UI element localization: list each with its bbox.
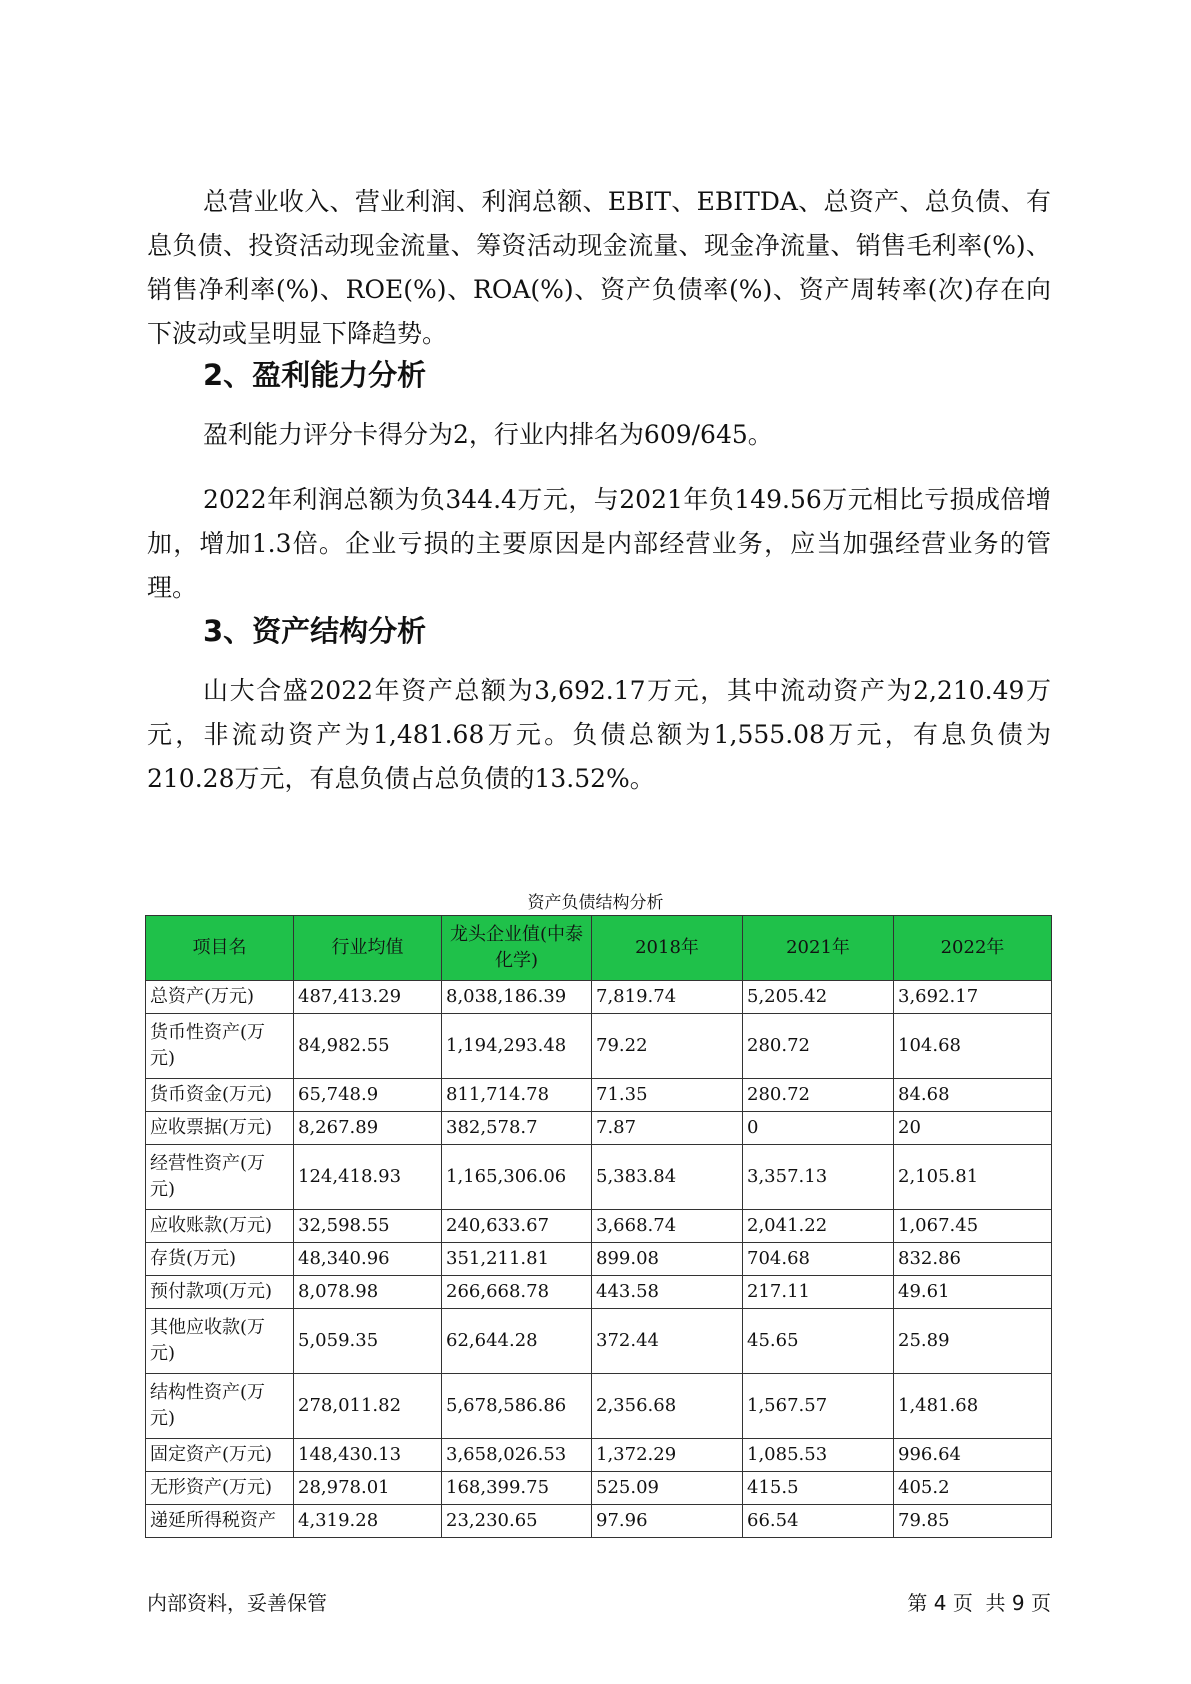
heading-profitability: 2、盈利能力分析	[203, 358, 427, 392]
row-label: 货币性资产(万元)	[146, 1014, 294, 1079]
header-2018: 2018年	[592, 916, 743, 981]
heading-asset-structure: 3、资产结构分析	[203, 614, 427, 648]
row-label: 固定资产(万元)	[146, 1439, 294, 1472]
cell-leader-value: 1,194,293.48	[442, 1014, 592, 1079]
cell-industry-avg: 148,430.13	[294, 1439, 442, 1472]
cell-2018: 899.08	[592, 1243, 743, 1276]
cell-2021: 280.72	[743, 1014, 894, 1079]
table-row	[146, 1014, 1052, 1079]
header-item-name: 项目名	[146, 916, 294, 981]
profit-score-paragraph: 盈利能力评分卡得分为2，行业内排名为609/645。	[203, 420, 773, 449]
table-header-row	[146, 916, 1052, 981]
cell-2021: 45.65	[743, 1309, 894, 1374]
table-row	[146, 1374, 1052, 1439]
cell-2022: 84.68	[894, 1079, 1052, 1112]
cell-industry-avg: 28,978.01	[294, 1472, 442, 1505]
cell-2021: 3,357.13	[743, 1145, 894, 1210]
row-label: 无形资产(万元)	[146, 1472, 294, 1505]
cell-2022: 832.86	[894, 1243, 1052, 1276]
cell-leader-value: 811,714.78	[442, 1079, 592, 1112]
cell-2022: 25.89	[894, 1309, 1052, 1374]
cell-leader-value: 5,678,586.86	[442, 1374, 592, 1439]
intro-paragraph: 总营业收入、营业利润、利润总额、EBIT、EBITDA、总资产、总负债、有息负债、投资活动现金流量、筹资活动现金流量、现金净流量、销售毛利率(%)、销售净利率(%)、ROE(%)、ROA(%)、资产负债率(%)、资产周转率(次)存在向下波动或呈明显下降趋势。	[147, 187, 1051, 348]
cell-leader-value: 382,578.7	[442, 1112, 592, 1145]
cell-2022: 3,692.17	[894, 981, 1052, 1014]
asset-detail-paragraph: 山大合盛2022年资产总额为3,692.17万元，其中流动资产为2,210.49万元，非流动资产为1,481.68万元。负债总额为1,555.08万元，有息负债为210.28万元，有息负债占总负债的13.52%。	[147, 676, 1051, 793]
row-label: 结构性资产(万元)	[146, 1374, 294, 1439]
cell-industry-avg: 5,059.35	[294, 1309, 442, 1374]
cell-industry-avg: 32,598.55	[294, 1210, 442, 1243]
cell-2018: 1,372.29	[592, 1439, 743, 1472]
profit-detail-paragraph: 2022年利润总额为负344.4万元，与2021年负149.56万元相比亏损成倍增加，增加1.3倍。企业亏损的主要原因是内部经营业务，应当加强经营业务的管理。	[147, 485, 1051, 602]
cell-industry-avg: 8,267.89	[294, 1112, 442, 1145]
cell-2021: 66.54	[743, 1505, 894, 1538]
cell-2022: 20	[894, 1112, 1052, 1145]
cell-2021: 704.68	[743, 1243, 894, 1276]
cell-2022: 996.64	[894, 1439, 1052, 1472]
footer-page-number: 第 4 页 共 9 页	[907, 1591, 1051, 1615]
cell-2022: 1,481.68	[894, 1374, 1052, 1439]
header-2022: 2022年	[894, 916, 1052, 981]
header-leader-value: 龙头企业值(中泰化学)	[442, 916, 592, 981]
cell-industry-avg: 48,340.96	[294, 1243, 442, 1276]
row-label: 其他应收款(万元)	[146, 1309, 294, 1374]
row-label: 递延所得税资产	[146, 1505, 294, 1538]
table-row	[146, 1112, 1052, 1145]
table-row	[146, 1472, 1052, 1505]
cell-industry-avg: 84,982.55	[294, 1014, 442, 1079]
cell-leader-value: 266,668.78	[442, 1276, 592, 1309]
row-label: 存货(万元)	[146, 1243, 294, 1276]
cell-2022: 1,067.45	[894, 1210, 1052, 1243]
cell-2018: 2,356.68	[592, 1374, 743, 1439]
cell-industry-avg: 487,413.29	[294, 981, 442, 1014]
cell-2018: 7,819.74	[592, 981, 743, 1014]
cell-2022: 49.61	[894, 1276, 1052, 1309]
cell-2021: 280.72	[743, 1079, 894, 1112]
cell-2018: 71.35	[592, 1079, 743, 1112]
row-label: 预付款项(万元)	[146, 1276, 294, 1309]
cell-leader-value: 62,644.28	[442, 1309, 592, 1374]
cell-leader-value: 3,658,026.53	[442, 1439, 592, 1472]
cell-2018: 5,383.84	[592, 1145, 743, 1210]
table-row	[146, 1079, 1052, 1112]
cell-2021: 1,085.53	[743, 1439, 894, 1472]
table-row	[146, 1276, 1052, 1309]
footer-confidential-note: 内部资料，妥善保管	[147, 1591, 327, 1615]
cell-2018: 372.44	[592, 1309, 743, 1374]
row-label: 货币资金(万元)	[146, 1079, 294, 1112]
cell-2018: 525.09	[592, 1472, 743, 1505]
cell-industry-avg: 124,418.93	[294, 1145, 442, 1210]
cell-2021: 415.5	[743, 1472, 894, 1505]
table-row	[146, 1505, 1052, 1538]
cell-industry-avg: 4,319.28	[294, 1505, 442, 1538]
cell-2018: 79.22	[592, 1014, 743, 1079]
cell-2021: 217.11	[743, 1276, 894, 1309]
cell-industry-avg: 278,011.82	[294, 1374, 442, 1439]
table-row	[146, 1210, 1052, 1243]
cell-2018: 3,668.74	[592, 1210, 743, 1243]
cell-2021: 2,041.22	[743, 1210, 894, 1243]
cell-leader-value: 23,230.65	[442, 1505, 592, 1538]
cell-leader-value: 1,165,306.06	[442, 1145, 592, 1210]
cell-leader-value: 351,211.81	[442, 1243, 592, 1276]
asset-liability-table	[145, 915, 1052, 1538]
cell-2021: 0	[743, 1112, 894, 1145]
header-industry-avg: 行业均值	[294, 916, 442, 981]
row-label: 经营性资产(万元)	[146, 1145, 294, 1210]
cell-2022: 2,105.81	[894, 1145, 1052, 1210]
cell-leader-value: 8,038,186.39	[442, 981, 592, 1014]
row-label: 应收账款(万元)	[146, 1210, 294, 1243]
table-row	[146, 981, 1052, 1014]
table-row	[146, 1243, 1052, 1276]
cell-leader-value: 240,633.67	[442, 1210, 592, 1243]
cell-2021: 1,567.57	[743, 1374, 894, 1439]
table-caption: 资产负债结构分析	[527, 893, 664, 913]
row-label: 应收票据(万元)	[146, 1112, 294, 1145]
cell-industry-avg: 8,078.98	[294, 1276, 442, 1309]
cell-2022: 104.68	[894, 1014, 1052, 1079]
header-2021: 2021年	[743, 916, 894, 981]
cell-2022: 405.2	[894, 1472, 1052, 1505]
cell-2022: 79.85	[894, 1505, 1052, 1538]
table-row	[146, 1309, 1052, 1374]
table-row	[146, 1145, 1052, 1210]
cell-2018: 443.58	[592, 1276, 743, 1309]
cell-industry-avg: 65,748.9	[294, 1079, 442, 1112]
table-row	[146, 1439, 1052, 1472]
row-label: 总资产(万元)	[146, 981, 294, 1014]
cell-2021: 5,205.42	[743, 981, 894, 1014]
cell-2018: 97.96	[592, 1505, 743, 1538]
cell-leader-value: 168,399.75	[442, 1472, 592, 1505]
cell-2018: 7.87	[592, 1112, 743, 1145]
